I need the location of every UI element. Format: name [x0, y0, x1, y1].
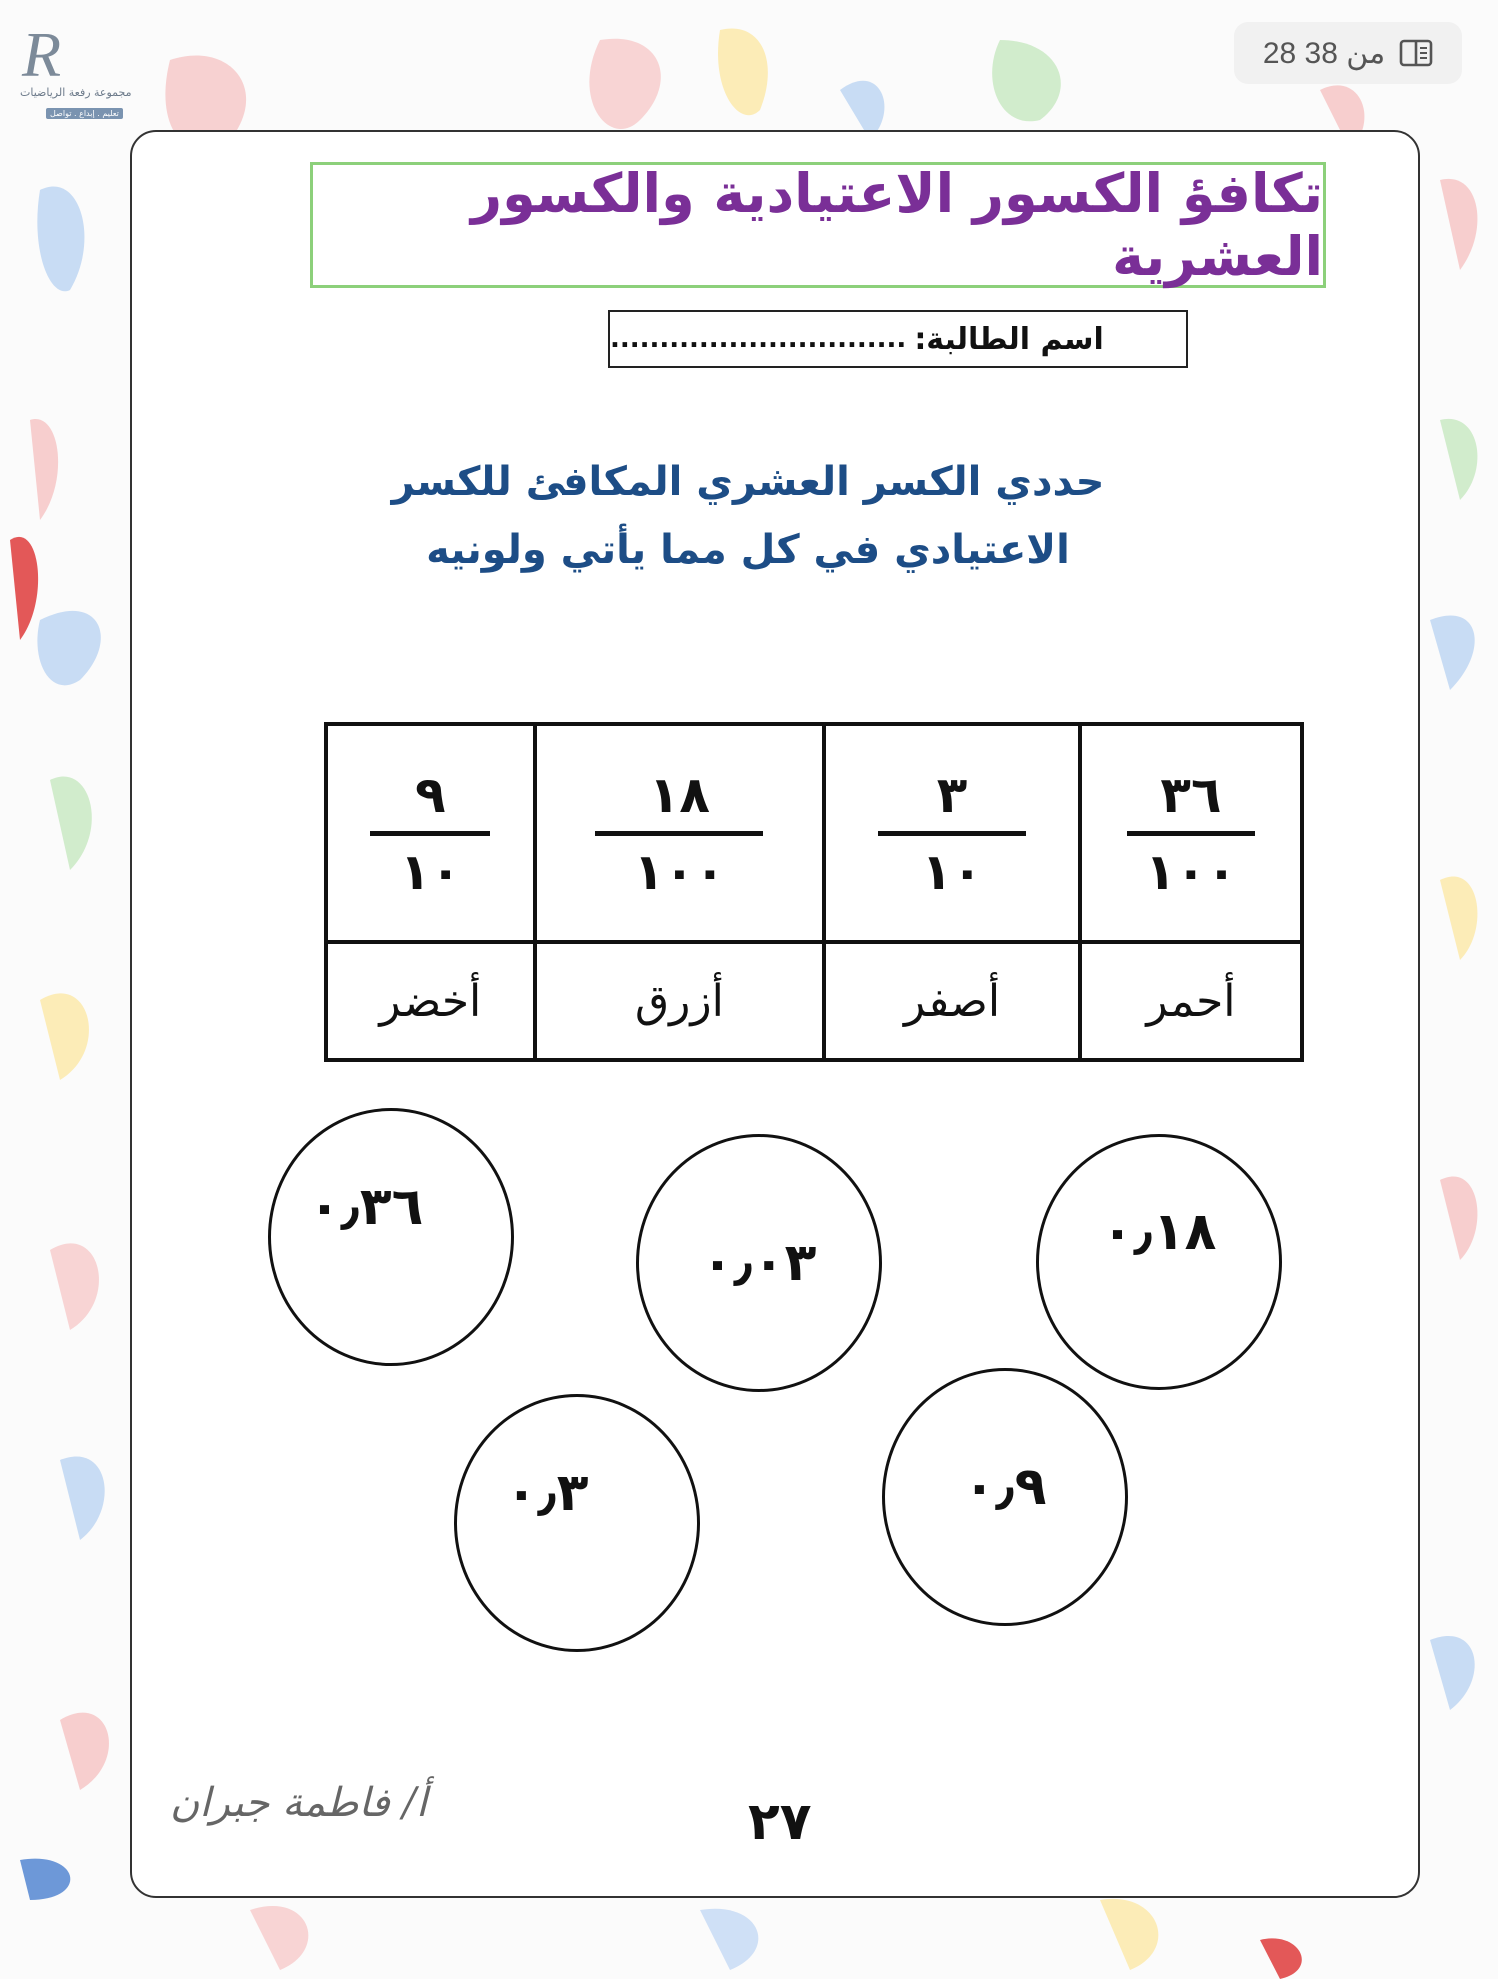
fraction-numerator: ٣٦ [1160, 765, 1222, 824]
fraction-bar [1127, 831, 1255, 836]
worksheet-page [130, 130, 1420, 1898]
color-label-green: أخضر [326, 942, 535, 1060]
decimal-value: ٠٫٣ [505, 1463, 589, 1523]
fraction-cell [1080, 724, 1302, 942]
page-indicator-badge[interactable] [1234, 22, 1462, 84]
fraction-bar [878, 831, 1026, 836]
teacher-signature: أ/ فاطمة جبران [170, 1780, 428, 1826]
fraction-numerator: ١٨ [648, 765, 710, 824]
page-number: ٢٧ [748, 1792, 812, 1852]
reader-mode-icon[interactable] [1399, 39, 1433, 67]
decimal-circle[interactable] [268, 1108, 514, 1366]
fraction-numerator: ٩ [415, 765, 446, 824]
decimal-circle[interactable] [882, 1368, 1128, 1626]
color-label-yellow: أصفر [824, 942, 1080, 1060]
fraction-denominator: ١٠ [399, 842, 461, 901]
decimal-value: ٠٫٣٦ [308, 1177, 424, 1237]
worksheet-title: تكافؤ الكسور الاعتيادية والكسور العشرية [470, 162, 1323, 288]
student-name-label: اسم الطالبة: [914, 321, 1104, 357]
decimal-circle[interactable] [636, 1134, 882, 1392]
logo-tagline: تعليم . إبداع . تواصل [46, 108, 123, 119]
decimal-value: ٠٫٠٣ [701, 1233, 817, 1293]
decimal-circle[interactable] [454, 1394, 700, 1652]
page-indicator-text: 28 من 38 [1262, 36, 1386, 70]
decimal-value: ٠٫١٨ [1101, 1202, 1217, 1262]
student-name-blank: .............................. [610, 324, 907, 354]
decimal-circle[interactable] [1036, 1134, 1282, 1390]
color-label-blue: أزرق [535, 942, 824, 1060]
publisher-logo [20, 18, 140, 124]
color-label-red: أحمر [1080, 942, 1302, 1060]
decimal-value: ٠٫٩ [963, 1457, 1047, 1517]
instruction-text: حددي الكسر العشري المكافئ للكسر الاعتيادي في كل مما يأتي ولونيه [391, 459, 1105, 573]
logo-mark: R [22, 19, 62, 90]
student-name-field [608, 310, 1188, 368]
fraction-color-table [324, 722, 1304, 1062]
fraction-cell [535, 724, 824, 942]
fraction-cell [326, 724, 535, 942]
fraction-cell [824, 724, 1080, 942]
fraction-denominator: ١٠ [921, 842, 983, 901]
fraction-numerator: ٣ [936, 765, 968, 824]
fraction-bar [370, 831, 490, 836]
fraction-bar [595, 831, 763, 836]
fraction-denominator: ١٠٠ [633, 842, 726, 901]
logo-subtitle: مجموعة رفعة الرياضيات [20, 86, 132, 99]
title-frame [310, 162, 1326, 288]
fraction-denominator: ١٠٠ [1145, 842, 1237, 901]
